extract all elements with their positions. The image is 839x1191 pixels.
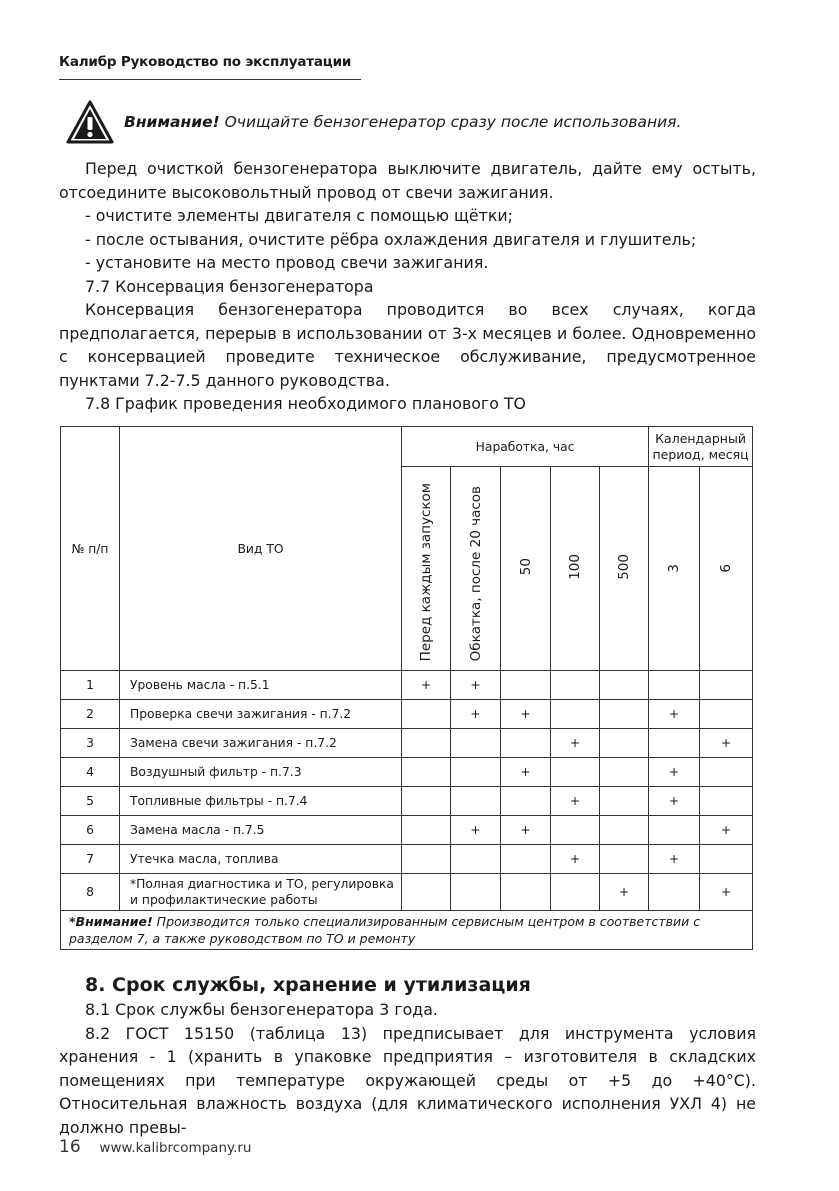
row-mark [700, 787, 753, 816]
warning-message: Очищайте бензогенератор сразу после использования. [224, 113, 682, 131]
table-row [61, 787, 753, 816]
table-row [61, 700, 753, 729]
row-mark [501, 787, 551, 816]
row-mark [501, 671, 551, 700]
row-name: Проверка свечи зажигания - п.7.2 [120, 700, 402, 729]
row-mark [600, 671, 649, 700]
list-item: - очистите элементы двигателя с помощью щётки; [85, 206, 513, 225]
row-mark [402, 758, 451, 787]
row-mark [700, 845, 753, 874]
row-mark [600, 700, 649, 729]
row-mark [402, 787, 451, 816]
row-mark: + [600, 874, 649, 911]
row-mark [551, 671, 600, 700]
header-hour-col: 50 [501, 467, 551, 671]
row-number: 7 [61, 845, 120, 874]
paragraph: Перед очисткой бензогенератора выключите двигатель, дайте ему остыть, отсоедините высоковольтный провод от свечи зажигания. [59, 159, 756, 202]
row-number: 2 [61, 700, 120, 729]
row-mark [649, 874, 700, 911]
row-number: 5 [61, 787, 120, 816]
row-number: 3 [61, 729, 120, 758]
row-mark [649, 729, 700, 758]
header-hours: Наработка, час [402, 427, 649, 467]
header-hour-col: Обкатка, после 20 часов [451, 467, 501, 671]
row-mark [501, 874, 551, 911]
row-mark [700, 700, 753, 729]
row-mark [600, 787, 649, 816]
row-name: Замена масла - п.7.5 [120, 816, 402, 845]
page-header: Калибр Руководство по эксплуатации [59, 54, 352, 70]
warning-text [124, 113, 681, 131]
row-mark: + [402, 671, 451, 700]
row-mark: + [551, 729, 600, 758]
row-mark [451, 874, 501, 911]
row-mark: + [649, 787, 700, 816]
row-mark: + [501, 816, 551, 845]
row-name: *Полная диагностика и ТО, регулировка и профилактические работы [120, 874, 402, 911]
website-link[interactable]: www.kalibrcompany.ru [99, 1140, 252, 1156]
paragraph: 8.2 ГОСТ 15150 (таблица 13) предписывает для инструмента условия хранения - 1 (хранить в упаковке предприятия – изготовителя в складских помещениях при температуре окружающей среды от +5 до +40°С). Относительная влажность воздуха (для климатического исполнения УХЛ 4) не должно превы- [59, 1023, 756, 1137]
row-mark [451, 758, 501, 787]
row-mark [402, 874, 451, 911]
row-mark [600, 816, 649, 845]
row-name: Замена свечи зажигания - п.7.2 [120, 729, 402, 758]
warning-label: Внимание! [124, 113, 220, 131]
row-mark: + [551, 787, 600, 816]
row-mark [551, 758, 600, 787]
row-mark: + [700, 816, 753, 845]
row-mark [649, 671, 700, 700]
row-mark [600, 845, 649, 874]
row-mark: + [501, 758, 551, 787]
warning-triangle-icon [66, 100, 114, 148]
section-title: 8. Срок службы, хранение и утилизация [85, 974, 531, 996]
header-month-col: 6 [700, 467, 753, 671]
page-footer [59, 1137, 251, 1157]
list-item: - после остывания, очистите рёбра охлаждения двигателя и глушитель; [85, 229, 697, 249]
table-row [61, 874, 753, 911]
header-type: Вид ТО [120, 427, 402, 671]
row-mark [501, 845, 551, 874]
row-name: Воздушный фильтр - п.7.3 [120, 758, 402, 787]
row-mark [402, 816, 451, 845]
row-mark [551, 700, 600, 729]
row-name: Топливные фильтры - п.7.4 [120, 787, 402, 816]
header-calendar: Календарный период, месяц [649, 427, 753, 467]
footnote-text: Производится только специализированным сервисным центром в соответствии с разделом 7, а также руководством по ТО и ремонту [69, 914, 701, 946]
row-mark [501, 729, 551, 758]
row-mark: + [649, 845, 700, 874]
maintenance-schedule-table [60, 426, 753, 950]
row-mark [600, 758, 649, 787]
row-mark: + [700, 729, 753, 758]
row-mark [649, 816, 700, 845]
row-mark [451, 845, 501, 874]
paragraph: Консервация бензогенератора проводится во всех случаях, когда предполагается, перерыв в использовании от 3-х месяцев и более. Одновременно с консервацией проведите техническое обслуживание, предусмотренное пунктами 7.2-7.5 данного руководства. [59, 300, 756, 390]
header-num: № п/п [61, 427, 120, 671]
row-mark: + [649, 700, 700, 729]
row-number: 1 [61, 671, 120, 700]
list-item: - установите на место провод свечи зажигания. [85, 253, 489, 272]
table-footnote [61, 911, 753, 950]
row-mark: + [700, 874, 753, 911]
section8-text [59, 972, 756, 1139]
row-mark: + [451, 700, 501, 729]
table-row [61, 845, 753, 874]
row-mark [700, 671, 753, 700]
row-mark [451, 729, 501, 758]
header-hour-col: 500 [600, 467, 649, 671]
row-mark [551, 816, 600, 845]
footnote-label: *Внимание! [69, 914, 153, 929]
paragraph: 8.1 Срок службы бензогенератора 3 года. [85, 1000, 438, 1019]
row-mark [551, 874, 600, 911]
section7-text [59, 157, 756, 416]
subsection-heading: 7.8 График проведения необходимого планового ТО [85, 394, 526, 413]
row-mark [402, 700, 451, 729]
row-mark [700, 758, 753, 787]
row-number: 6 [61, 816, 120, 845]
page-number: 16 [59, 1137, 81, 1157]
table-row [61, 816, 753, 845]
row-mark: + [501, 700, 551, 729]
row-mark: + [451, 671, 501, 700]
row-name: Уровень масла - п.5.1 [120, 671, 402, 700]
table-row [61, 758, 753, 787]
header-month-col: 3 [649, 467, 700, 671]
row-mark: + [649, 758, 700, 787]
row-mark [402, 845, 451, 874]
row-number: 8 [61, 874, 120, 911]
header-divider [59, 79, 361, 80]
row-mark [402, 729, 451, 758]
row-mark: + [451, 816, 501, 845]
header-hour-col: 100 [551, 467, 600, 671]
subsection-heading: 7.7 Консервация бензогенератора [85, 276, 374, 296]
row-mark [600, 729, 649, 758]
table-row [61, 671, 753, 700]
header-hour-col: Перед каждым запуском [402, 467, 451, 671]
warning-notice [66, 100, 681, 148]
table-row [61, 729, 753, 758]
row-name: Утечка масла, топлива [120, 845, 402, 874]
row-number: 4 [61, 758, 120, 787]
row-mark [451, 787, 501, 816]
row-mark: + [551, 845, 600, 874]
